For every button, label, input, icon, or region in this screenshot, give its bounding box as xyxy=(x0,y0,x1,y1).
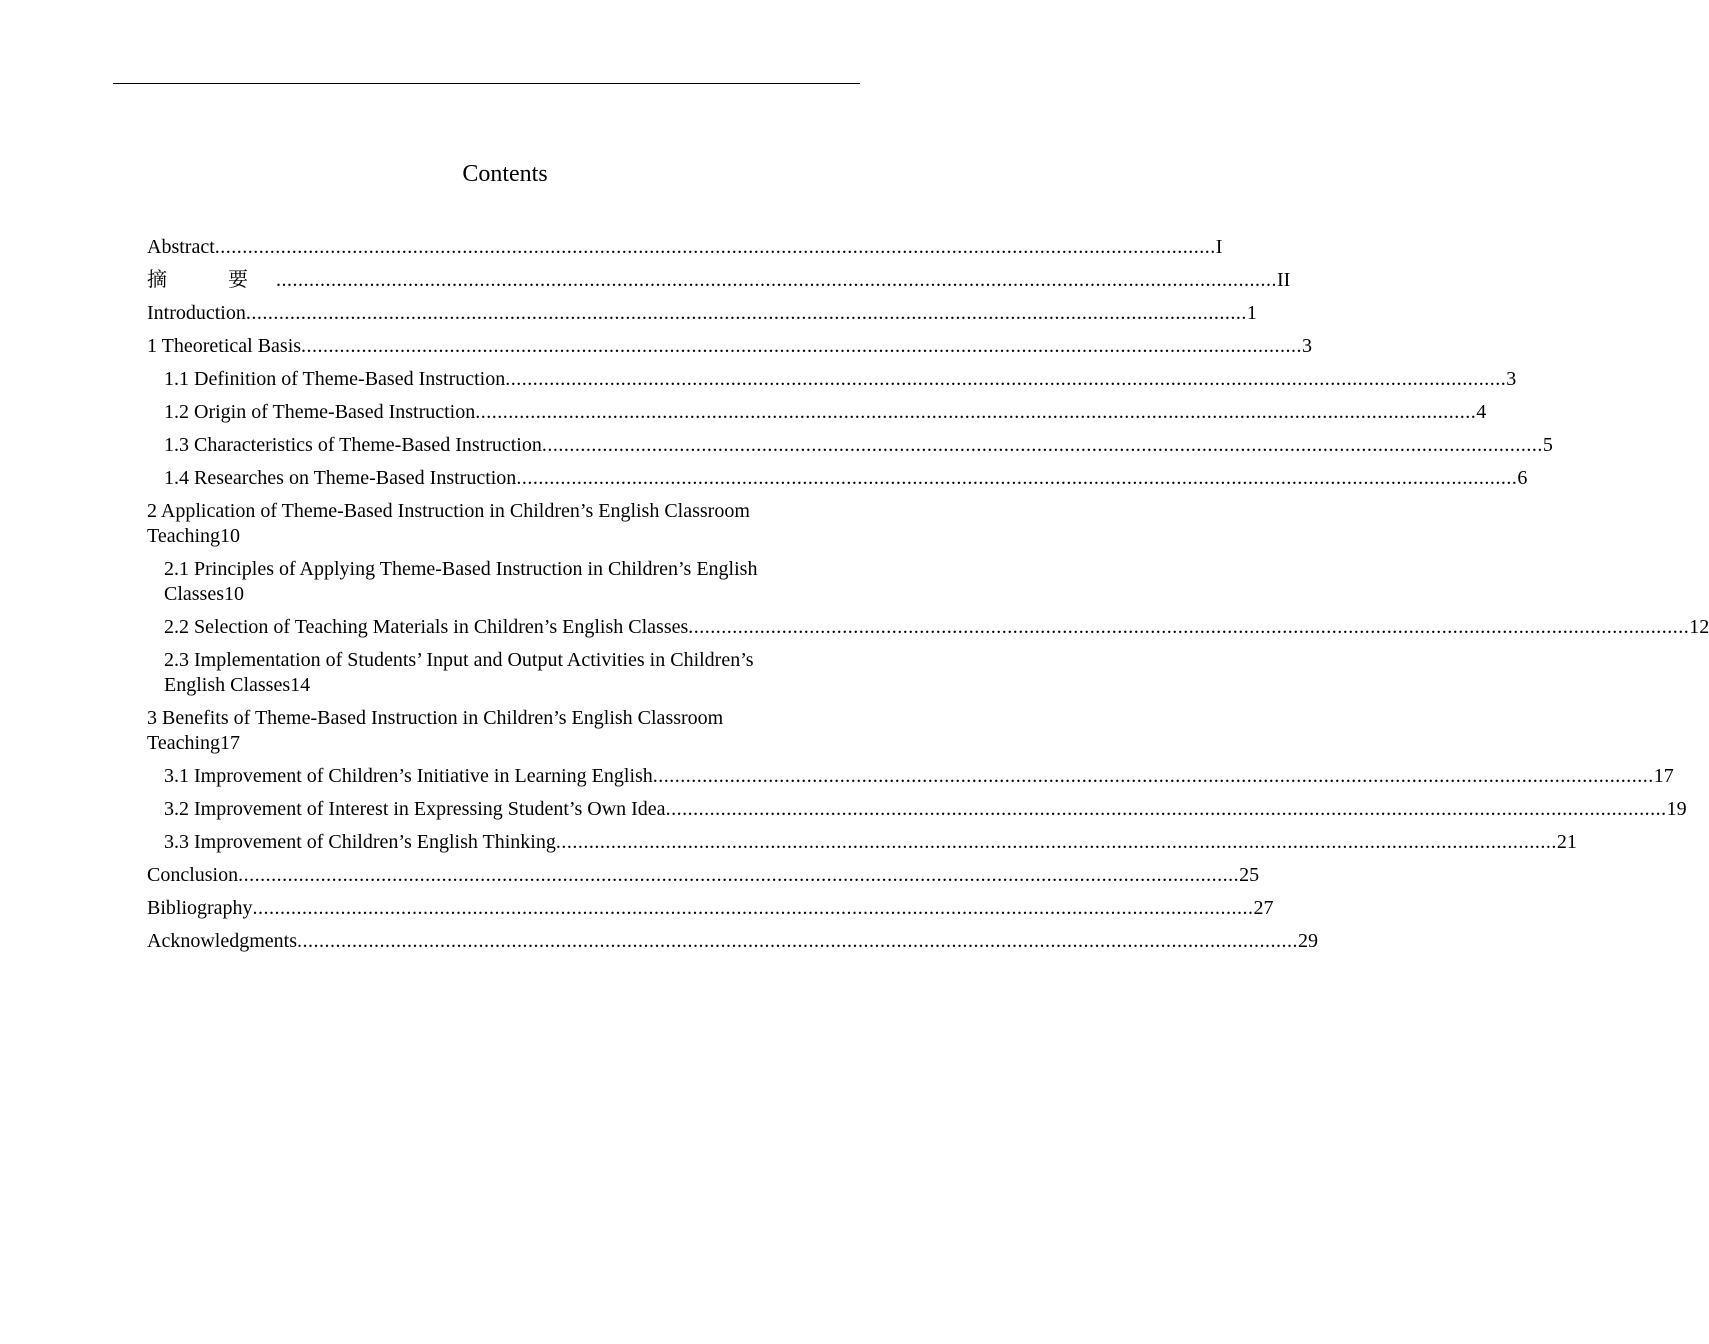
toc-leader-dots: ...................................................................................................................................................................................... xyxy=(555,831,1557,853)
toc-label-line-1: 2.3 Implementation of Students’ Input and Output Activities in Children’s xyxy=(164,649,754,671)
toc-label-line-1: 2 Application of Theme-Based Instruction in Children’s English Classroom xyxy=(147,500,750,522)
toc-entry-bibliography[interactable] xyxy=(147,888,1274,921)
toc-entry-abstract[interactable] xyxy=(147,227,1223,260)
toc-label: 3.1 Improvement of Children’s Initiative in Learning English xyxy=(164,765,653,787)
toc-page-number: 29 xyxy=(1297,930,1318,952)
toc-page-number: 6 xyxy=(1517,467,1528,489)
toc-label-line-1: 3 Benefits of Theme-Based Instruction in Children’s English Classroom xyxy=(147,707,724,729)
toc-entry-section-1-4[interactable] xyxy=(147,458,1528,491)
toc-entry-introduction[interactable] xyxy=(147,293,1257,326)
toc-page-number: 14 xyxy=(290,674,311,696)
toc-label: Abstract xyxy=(147,236,215,258)
toc-entry-section-2-2[interactable] xyxy=(147,607,1709,640)
toc-entry-section-2-1[interactable] xyxy=(147,549,860,607)
toc-page-number: 10 xyxy=(224,583,244,605)
toc-entry-section-2-3[interactable] xyxy=(147,640,860,698)
toc-label: 2.2 Selection of Teaching Materials in Children’s English Classes xyxy=(164,616,689,638)
toc-page-number: I xyxy=(1215,236,1223,258)
toc-label: 摘 要 xyxy=(147,269,276,291)
toc-label-line-2: Teaching xyxy=(147,525,221,547)
toc-page-number: 3 xyxy=(1302,335,1313,357)
toc-page-number: 25 xyxy=(1239,864,1260,886)
toc-leader-dots: ...................................................................................................................................................................................... xyxy=(516,467,1518,489)
toc-label: Bibliography xyxy=(147,897,253,919)
toc-page-number: II xyxy=(1277,269,1291,291)
toc-label: 3.2 Improvement of Interest in Expressing Student’s Own Idea xyxy=(164,798,666,820)
toc-entry-section-3-1[interactable] xyxy=(147,756,1674,789)
toc-label: 1.3 Characteristics of Theme-Based Instruction xyxy=(164,434,542,456)
toc-page-number: 17 xyxy=(220,732,241,754)
toc-leader-dots: ...................................................................................................................................................................................... xyxy=(652,765,1654,787)
toc-page-number: 27 xyxy=(1253,897,1274,919)
toc-leader-dots: ...................................................................................................................................................................................... xyxy=(688,616,1690,638)
toc-page-number: 10 xyxy=(220,525,241,547)
toc-leader-dots: ...................................................................................................................................................................................... xyxy=(296,930,1298,952)
toc-leader-dots: ...................................................................................................................................................................................... xyxy=(475,401,1477,423)
toc-leader-dots: ...................................................................................................................................................................................... xyxy=(245,302,1247,324)
toc-entry-section-3-3[interactable] xyxy=(147,822,1577,855)
toc-entry-section-1-3[interactable] xyxy=(147,425,1553,458)
toc-label: 1.1 Definition of Theme-Based Instruction xyxy=(164,368,506,390)
toc-page-number: 12 xyxy=(1689,616,1709,638)
toc-leader-dots: ...................................................................................................................................................................................... xyxy=(505,368,1507,390)
toc-page-number: 21 xyxy=(1556,831,1577,853)
toc-page-number: 3 xyxy=(1506,368,1517,390)
toc-label-line-2: Teaching xyxy=(147,732,221,754)
toc-entry-zhaiyao[interactable] xyxy=(147,260,1291,293)
toc-page-number: 4 xyxy=(1476,401,1487,423)
toc-label-line-2: English Classes xyxy=(164,674,291,696)
toc-label: 3.3 Improvement of Children’s English Thinking xyxy=(164,831,556,853)
toc-leader-dots: ...................................................................................................................................................................................... xyxy=(214,236,1216,258)
toc-leader-dots: ...................................................................................................................................................................................... xyxy=(238,864,1240,886)
toc-entry-chapter-3[interactable] xyxy=(147,698,860,756)
toc-page-number: 17 xyxy=(1653,765,1674,787)
toc-leader-dots: ...................................................................................................................................................................................... xyxy=(665,798,1667,820)
toc-entry-section-3-2[interactable] xyxy=(147,789,1687,822)
toc-label: 1.4 Researches on Theme-Based Instruction xyxy=(164,467,517,489)
toc-entry-chapter-1[interactable] xyxy=(147,326,1313,359)
toc-label-line-1: 2.1 Principles of Applying Theme-Based Instruction in Children’s English xyxy=(164,558,758,580)
toc-entry-conclusion[interactable] xyxy=(147,855,1260,888)
toc-page-number: 1 xyxy=(1246,302,1257,324)
toc-entry-section-1-2[interactable] xyxy=(147,392,1487,425)
table-of-contents xyxy=(147,227,1709,954)
toc-leader-dots: ...................................................................................................................................................................................... xyxy=(541,434,1543,456)
toc-leader-dots: ...................................................................................................................................................................................... xyxy=(301,335,1303,357)
toc-entry-chapter-2[interactable] xyxy=(147,491,860,549)
toc-label: Conclusion xyxy=(147,864,239,886)
toc-label: Acknowledgments xyxy=(147,930,297,952)
header-rule xyxy=(113,83,860,84)
toc-label: Introduction xyxy=(147,302,246,324)
toc-label-line-2: Classes xyxy=(164,583,224,605)
toc-entry-section-1-1[interactable] xyxy=(147,359,1517,392)
toc-label: 1 Theoretical Basis xyxy=(147,335,302,357)
page-title: Contents xyxy=(462,161,548,187)
toc-page-number: 19 xyxy=(1666,798,1687,820)
toc-page-number: 5 xyxy=(1542,434,1553,456)
toc-leader-dots: ...................................................................................................................................................................................... xyxy=(276,269,1277,291)
toc-label: 1.2 Origin of Theme-Based Instruction xyxy=(164,401,476,423)
toc-entry-acknowledgments[interactable] xyxy=(147,921,1318,954)
toc-leader-dots: ...................................................................................................................................................................................... xyxy=(252,897,1254,919)
